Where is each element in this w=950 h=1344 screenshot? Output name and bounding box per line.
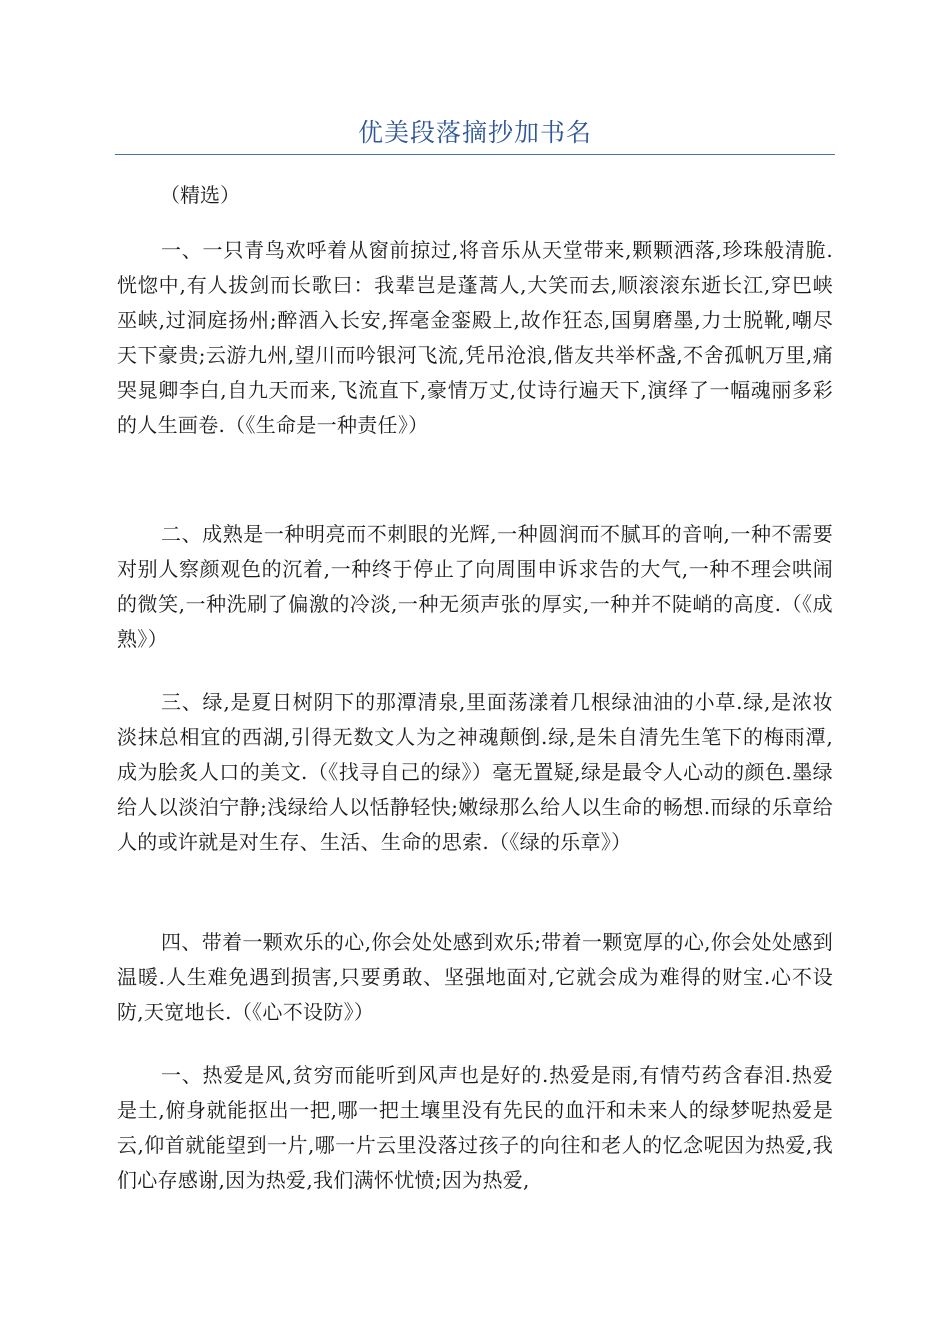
paragraph-2: 二、成熟是一种明亮而不刺眼的光辉,一种圆润而不腻耳的音响,一种不需要对别人察颜观色的沉着,一种终于停止了向周围申诉求告的大气,一种不理会哄闹的微笑,一种洗刷了偏激的冷淡,一种无须声张的厚实,一种并不陡峭的高度.（《成熟》） [117,522,833,651]
subtitle: （精选） [160,183,240,207]
paragraph-4: 四、带着一颗欢乐的心,你会处处感到欢乐;带着一颗宽厚的心,你会处处感到温暖.人生难免遇到损害,只要勇敢、坚强地面对,它就会成为难得的财宝.心不设防,天宽地长.（《心不设防》） [117,930,833,1024]
paragraph-5: 一、热爱是风,贫穷而能听到风声也是好的.热爱是雨,有情芍药含春泪.热爱是土,俯身就能抠出一把,哪一把土壤里没有先民的血汗和未来人的绿梦呢热爱是云,仰首就能望到一片,哪一片云里没落过孩子的向往和老人的忆念呢因为热爱,我们心存感谢,因为热爱,我们满怀忧愤;因为热爱, [117,1063,833,1192]
title-underline [115,154,835,155]
page-title: 优美段落摘抄加书名 [357,118,592,147]
paragraph-3: 三、绿,是夏日树阴下的那潭清泉,里面荡漾着几根绿油油的小草.绿,是浓妆淡抹总相宜的西湖,引得无数文人为之神魂颠倒.绿,是朱自清先生笔下的梅雨潭,成为脍炙人口的美文.（《找寻自己的绿》）毫无置疑,绿是最令人心动的颜色.墨绿给人以淡泊宁静;浅绿给人以恬静轻快;嫩绿那么给人以生命的畅想.而绿的乐章给人的或许就是对生存、生活、生命的思索.（《绿的乐章》） [117,690,833,854]
paragraph-1: 一、一只青鸟欢呼着从窗前掠过,将音乐从天堂带来,颗颗洒落,珍珠般清脆.恍惚中,有人拔剑而长歌曰：我辈岂是蓬蒿人,大笑而去,顺滚滚东逝长江,穿巴峡巫峡,过洞庭扬州;醉酒入长安,挥毫金銮殿上,故作狂态,国舅磨墨,力士脱靴,嘲尽天下豪贵;云游九州,望川而吟银河飞流,凭吊沧浪,偕友共举杯盏,不舍孤帆万里,痛哭晁卿李白,自九天而来,飞流直下,豪情万丈,仗诗行遍天下,演绎了一幅魂丽多彩的人生画卷.（《生命是一种责任》） [117,238,833,437]
